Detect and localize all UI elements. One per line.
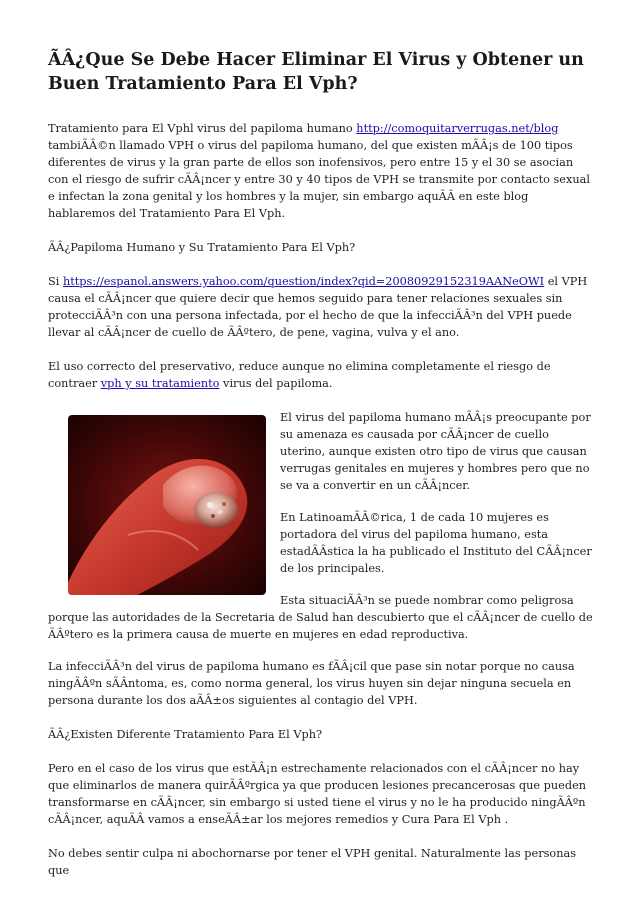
side-paragraph-1: El virus del papiloma humano mÃÂ¡s preocupante por su amenaza es causada por cÃÂ¡ncer de cuello uterino, aunque existen otro tipo de virus que causan verrugas genitales en mujeres y hombres pero que no se va a convertir en un cÃÂ¡ncer.	[280, 411, 591, 492]
page-title: ÃÂ¿Que Se Debe Hacer Eliminar El Virus y Obtener un Buen Tratamiento Para El Vph?	[48, 50, 584, 94]
finger-wart-photo	[68, 415, 266, 595]
blog-link[interactable]: http://comoquitarverrugas.net/blog	[356, 122, 559, 135]
preservativo-paragraph	[48, 358, 596, 392]
yahoo-answers-link[interactable]: https://espanol.answers.yahoo.com/question/index?qid=20080929152319AANeOWI	[62, 275, 545, 288]
figure-block	[48, 409, 596, 658]
side-paragraph-3: Esta situaciÃÂ³n se puede nombrar como peligrosa porque las autoridades de la Secretaria de Salud han descubierto que el cÃÂ¡ncer de cuello de ÃÂºtero es la primera causa de muerte en mujeres en edad reproductiva.	[48, 594, 593, 641]
answers-paragraph	[48, 273, 596, 341]
vph-tratamiento-link[interactable]: vph y su tratamiento	[100, 377, 220, 390]
intro-text-start: Tratamiento para El Vphl virus del papiloma humano	[48, 122, 357, 135]
side-paragraph-2: En LatinoamÃÂ©rica, 1 de cada 10 mujeres es portadora del virus del papiloma humano, esta estadÃÂstica la ha publicado el Instituto del CÃÂ¡ncer de los principales.	[280, 511, 592, 575]
preservativo-text-end: virus del papiloma.	[219, 377, 333, 390]
document-page	[48, 48, 596, 896]
infeccion-paragraph: La infecciÃÂ³n del virus de papiloma humano es fÃÂ¡cil que pase sin notar porque no causa ningÃÂºn sÃÂntoma, es, como norma general, los virus huyen sin dejar ninguna secuela en persona durante los dos aÃÂ±os siguientes al contagio del VPH.	[48, 660, 575, 707]
answers-text-end: el VPH causa el cÃÂ¡ncer que quiere decir que hemos seguido para tener relaciones sexuales sin protecciÃÂ³n con una persona infectada, por el hecho de que la infecciÃÂ³n del VPH puede llevar al cÃÂ¡ncer de cuello de ÃÂºtero, de pene, vagina, vulva y el ano.	[48, 275, 588, 339]
culpa-paragraph: No debes sentir culpa ni abochornarse por tener el VPH genital. Naturalmente las personas que	[48, 847, 577, 877]
intro-paragraph	[48, 120, 596, 222]
answers-text-start: Si	[48, 275, 63, 288]
preservativo-text-start: El uso correcto del preservativo, reduce aunque no elimina completamente el riesgo de contraer	[48, 360, 551, 390]
virus-paragraph: Pero en el caso de los virus que estÃÂ¡n estrechamente relacionados con el cÃÂ¡ncer no hay que eliminarlos de manera quirÃÂºrgica ya que producen lesiones precancerosas que pueden transformarse en cÃÂ¡ncer, sin embargo si usted tiene el virus y no le ha producido ningÃÂºn cÃÂ¡ncer, aquÃÂ vamos a enseÃÂ±ar los mejores remedios y Cura Para El Vph .	[48, 762, 587, 826]
section-heading-tratamiento: ÃÂ¿Existen Diferente Tratamiento Para El Vph?	[48, 728, 323, 741]
intro-text-end: tambiÃÂ©n llamado VPH o virus del papiloma humano, del que existen mÃÂ¡s de 100 tipos diferentes de virus y la gran parte de ellos son inofensivos, pero entre 15 y el 30 se asocian con el riesgo de sufrir cÃÂ¡ncer y entre 30 y 40 tipos de VPH se transmite por contacto sexual e infectan la zona genital y los hombres y la mujer, sin embargo aquÃÂ en este blog hablaremos del Tratamiento Para El Vph.	[48, 139, 590, 220]
section-heading-papiloma: ÃÂ¿Papiloma Humano y Su Tratamiento Para El Vph?	[48, 241, 356, 254]
